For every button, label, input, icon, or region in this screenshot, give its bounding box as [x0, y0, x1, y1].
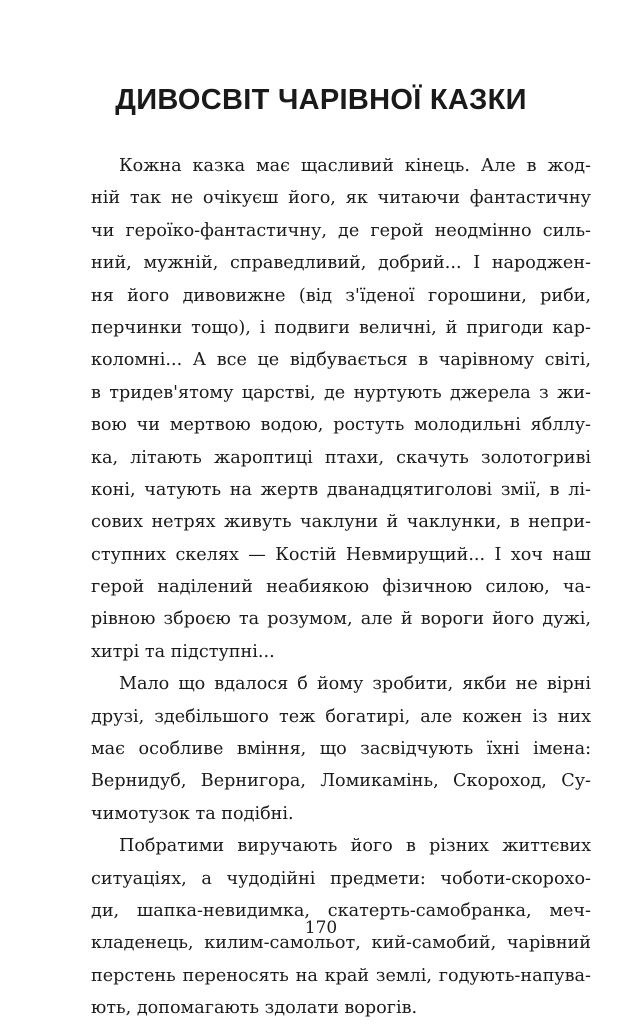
text-line: коні, чатують на жертв дванадцятиголові змії, в лі- [91, 479, 591, 500]
text-line: хитрі та підступні... [91, 641, 275, 662]
text-line: друзі, здебільшого теж богатирі, але кожен із них [91, 706, 591, 727]
text-line: перстень переносять на край землі, годують-напува- [91, 965, 591, 986]
text-line: Вернидуб, Вернигора, Ломикамінь, Скороход, Су- [91, 771, 591, 792]
text-line: Мало що вдалося б йому зробити, якби не вірні [119, 674, 591, 695]
text-line: ка, літають жароптиці птахи, скачуть золотогриві [91, 447, 591, 468]
text-line: коломні... А все це відбувається в чарівному світі, [91, 350, 591, 371]
text-line: ня його дивовижне (від з'їденої горошини, риби, [91, 285, 591, 306]
text-line: має особливе вміння, що засвідчують їхні імена: [91, 739, 591, 760]
text-line: ситуаціях, а чудодійні предмети: чоботи-скорохо- [91, 868, 591, 889]
text-line: ступних скелях — Костій Невмирущий... І хоч наш [91, 544, 591, 565]
text-line: вою чи мертвою водою, ростуть молодильні ябллу- [91, 415, 591, 436]
text-line: ди, шапка-невидимка, скатерть-самобранка, меч- [91, 900, 591, 921]
text-line: кладенець, килим-самольот, кий-самобий, чарівний [91, 933, 591, 954]
text-line: ний, мужній, справедливий, добрий... І народжен- [91, 253, 591, 274]
text-line: ють, допомагають здолати ворогів. [91, 998, 418, 1019]
text-line: чи героїко-фантастичну, де герой неодмінно силь- [91, 220, 591, 241]
text-line: в тридев'ятому царстві, де нуртують джерела з жи- [91, 382, 591, 403]
text-line: Побратими виручають його в різних життєвих [119, 836, 591, 857]
text-line: сових нетрях живуть чаклуни й чаклунки, в непри- [91, 512, 591, 533]
page-number: 170 [304, 918, 338, 938]
text-line: Кожна казка має щасливий кінець. Але в жод- [119, 156, 591, 176]
text-line: перчинки тощо), і подвиги величні, й пригоди кар- [91, 317, 591, 338]
text-line: герой наділений неабиякою фізичною силою, ча- [91, 577, 591, 598]
chapter-title: ДИВОСВІТ ЧАРІВНОЇ КАЗКИ [115, 84, 527, 116]
text-line: чимотузок та подібні. [91, 803, 294, 824]
text-line: ній так не очікуєш його, як читаючи фантастичну [91, 188, 591, 209]
body-text [91, 150, 591, 1025]
text-line: рівною зброєю та розумом, але й вороги його дужі, [91, 609, 591, 630]
